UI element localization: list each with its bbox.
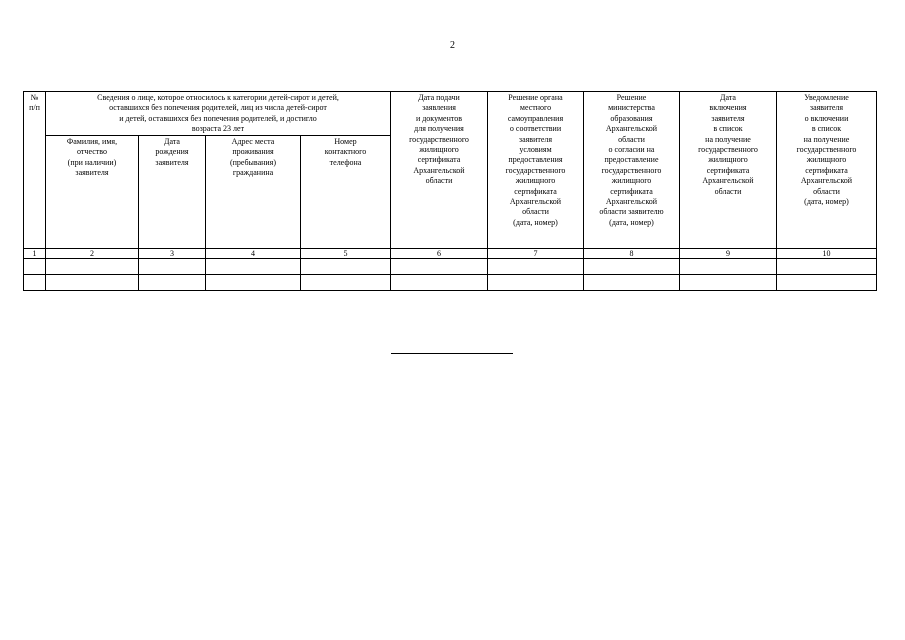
table-cell (206, 259, 301, 275)
table-cell (46, 275, 139, 291)
table-cell (680, 275, 777, 291)
table-cell (139, 259, 206, 275)
table-cell (301, 275, 391, 291)
column-number: 4 (206, 249, 301, 259)
header-row-number: № п/п (24, 92, 46, 249)
column-numbers-row (24, 249, 877, 259)
table-cell (139, 275, 206, 291)
table-cell (680, 259, 777, 275)
column-number: 7 (488, 249, 584, 259)
header-full-name: Фамилия, имя, отчество (при наличии) заявителя (46, 136, 139, 249)
table-cell (777, 275, 877, 291)
header-phone-number: Номер контактного телефона (301, 136, 391, 249)
header-local-government-decision: Решение органа местного самоуправления о соответствии заявителя условиям предоставления государственного жилищного сертификата Архангельской области (дата, номер) (488, 92, 584, 249)
header-notification: Уведомление заявителя о включении в список на получение государственного жилищного сертификата Архангельской области (дата, номер) (777, 92, 877, 249)
table-cell (391, 275, 488, 291)
column-number: 10 (777, 249, 877, 259)
table-cell (584, 259, 680, 275)
header-application-date: Дата подачи заявления и документов для получения государственного жилищного сертификата Архангельской области (391, 92, 488, 249)
header-ministry-decision: Решение министерства образования Архангельской области о согласии на предоставление государственного жилищного сертификата Архангельской области заявителю (дата, номер) (584, 92, 680, 249)
column-number: 3 (139, 249, 206, 259)
table-cell (24, 259, 46, 275)
header-person-info-group: Сведения о лице, которое относилось к категории детей-сирот и детей, оставшихся без попечения родителей, лиц из числа детей-сирот и детей, оставшихся без попечения родителей, и достигло возраста 23 лет (46, 92, 391, 136)
column-number: 9 (680, 249, 777, 259)
table-cell (46, 259, 139, 275)
table-cell (24, 275, 46, 291)
column-number: 6 (391, 249, 488, 259)
table-cell (301, 259, 391, 275)
column-number: 5 (301, 249, 391, 259)
footer-divider-line (391, 353, 513, 354)
table-row (24, 275, 877, 291)
page-number: 2 (450, 40, 455, 51)
column-number: 8 (584, 249, 680, 259)
header-inclusion-date: Дата включения заявителя в список на получение государственного жилищного сертификата Архангельской области (680, 92, 777, 249)
table-row (24, 259, 877, 275)
column-number: 2 (46, 249, 139, 259)
header-row-top (24, 92, 877, 136)
table-cell (584, 275, 680, 291)
table-cell (488, 275, 584, 291)
column-number: 1 (24, 249, 46, 259)
header-residence-address: Адрес места проживания (пребывания) гражданина (206, 136, 301, 249)
table-cell (488, 259, 584, 275)
table-cell (777, 259, 877, 275)
table-cell (391, 259, 488, 275)
table-cell (206, 275, 301, 291)
register-table (23, 91, 877, 291)
header-birth-date: Дата рождения заявителя (139, 136, 206, 249)
